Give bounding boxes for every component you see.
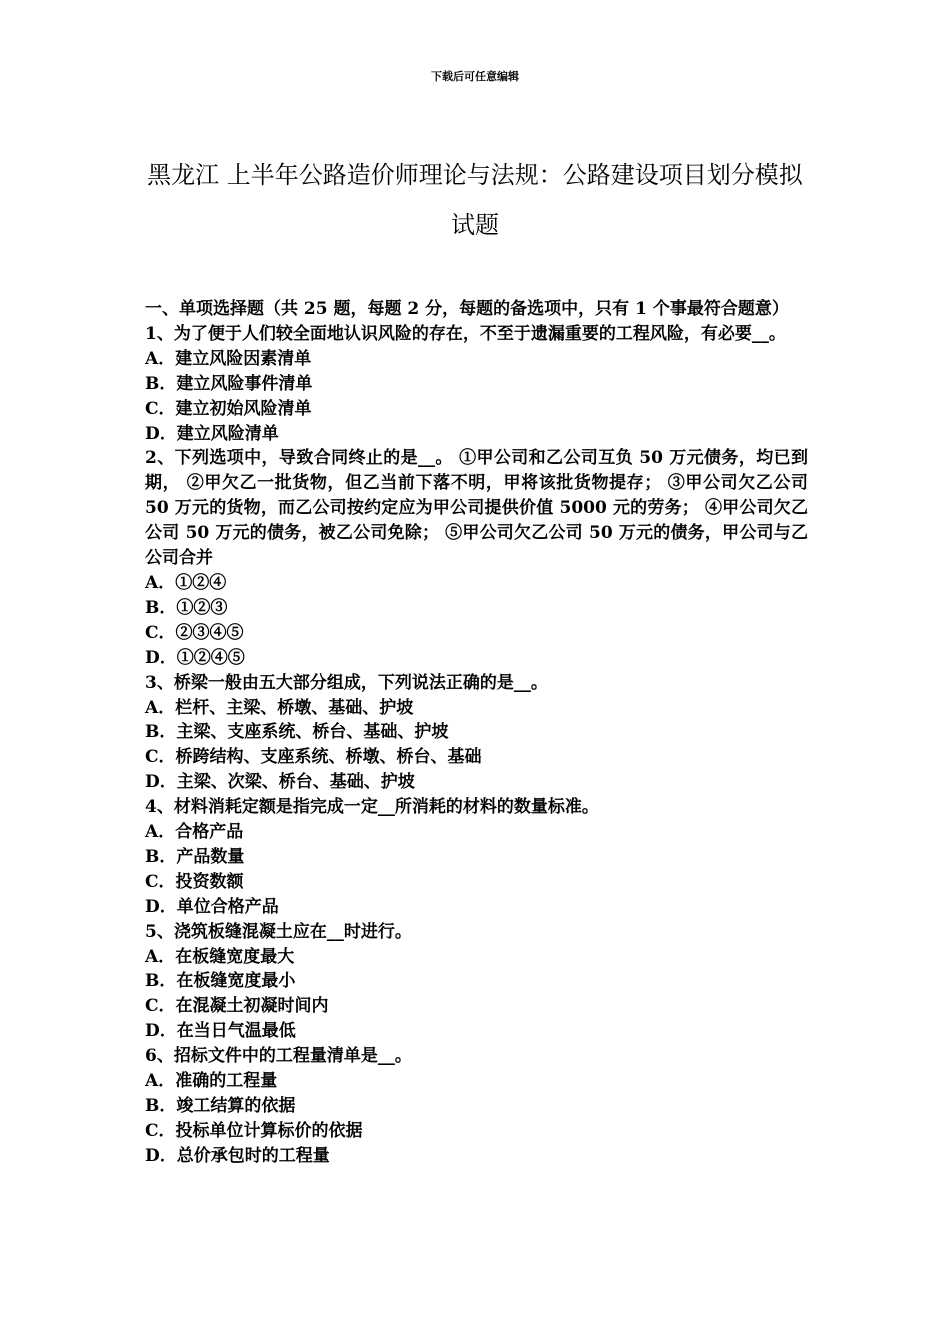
option-a: A．合格产品 bbox=[145, 822, 244, 843]
option-b: B．①②③ bbox=[145, 597, 228, 618]
document-body bbox=[145, 297, 808, 1169]
question-3 bbox=[145, 671, 808, 796]
option-d: D．主梁、次梁、桥台、基础、护坡 bbox=[145, 772, 415, 793]
question-stem: 2、下列选项中，导致合同终止的是__。 ①甲公司和乙公司互负 50 万元债务，均已到期， ②甲欠乙一批货物，但乙当前下落不明，甲将该批货物提存； ③甲公司欠乙公司 50 万元的货物，而乙公司按约定应为甲公司提供价值 5000 元的劳务； ④甲公司欠乙公司 50 万元的债务，被乙公司免除； ⑤甲公司欠乙公司 50 万元的债务，甲公司与乙公司合并 bbox=[145, 448, 808, 569]
question-stem: 1、为了便于人们较全面地认识风险的存在，不至于遗漏重要的工程风险，有必要__。 bbox=[145, 323, 786, 344]
option-a: A．栏杆、主梁、桥墩、基础、护坡 bbox=[145, 697, 414, 718]
page-header-note: 下载后可任意编辑 bbox=[431, 70, 519, 83]
question-6 bbox=[145, 1044, 808, 1169]
question-stem: 6、招标文件中的工程量清单是__。 bbox=[145, 1046, 412, 1067]
option-d: D．单位合格产品 bbox=[145, 896, 279, 917]
question-stem: 5、浇筑板缝混凝土应在__时进行。 bbox=[145, 921, 412, 942]
question-stem: 3、桥梁一般由五大部分组成，下列说法正确的是__。 bbox=[145, 672, 548, 693]
question-stem: 4、材料消耗定额是指完成一定__所消耗的材料的数量标准。 bbox=[145, 797, 599, 818]
option-c: C．建立初始风险清单 bbox=[145, 398, 312, 419]
document-title: 黑龙江 上半年公路造价师理论与法规：公路建设项目划分模拟试题 bbox=[147, 161, 803, 239]
option-b: B．在板缝宽度最小 bbox=[145, 971, 296, 992]
option-a: A．在板缝宽度最大 bbox=[145, 946, 295, 967]
option-b: B．建立风险事件清单 bbox=[145, 373, 313, 394]
option-c: C．投资数额 bbox=[145, 871, 244, 892]
question-1 bbox=[145, 322, 808, 447]
option-b: B．竣工结算的依据 bbox=[145, 1096, 296, 1116]
question-4 bbox=[145, 795, 808, 920]
option-a: A．①②④ bbox=[145, 572, 227, 593]
option-b: B．产品数量 bbox=[145, 846, 245, 867]
option-d: D．建立风险清单 bbox=[145, 423, 279, 444]
option-c: C．投标单位计算标价的依据 bbox=[145, 1120, 363, 1141]
option-d: D．在当日气温最低 bbox=[145, 1021, 296, 1042]
option-a: A．准确的工程量 bbox=[145, 1071, 278, 1092]
option-c: C．桥跨结构、支座系统、桥墩、桥台、基础 bbox=[145, 747, 482, 768]
option-a: A．建立风险因素清单 bbox=[145, 348, 312, 369]
section-heading: 一、单项选择题（共 25 题，每题 2 分，每题的备选项中，只有 1 个事最符合题意） bbox=[145, 299, 789, 319]
option-c: C．在混凝土初凝时间内 bbox=[145, 996, 329, 1017]
option-d: D．①②④⑤ bbox=[145, 647, 245, 668]
option-c: C．②③④⑤ bbox=[145, 622, 244, 643]
question-5 bbox=[145, 920, 808, 1045]
option-d: D．总价承包时的工程量 bbox=[145, 1145, 330, 1166]
question-2 bbox=[145, 446, 808, 670]
option-b: B．主梁、支座系统、桥台、基础、护坡 bbox=[145, 722, 449, 743]
